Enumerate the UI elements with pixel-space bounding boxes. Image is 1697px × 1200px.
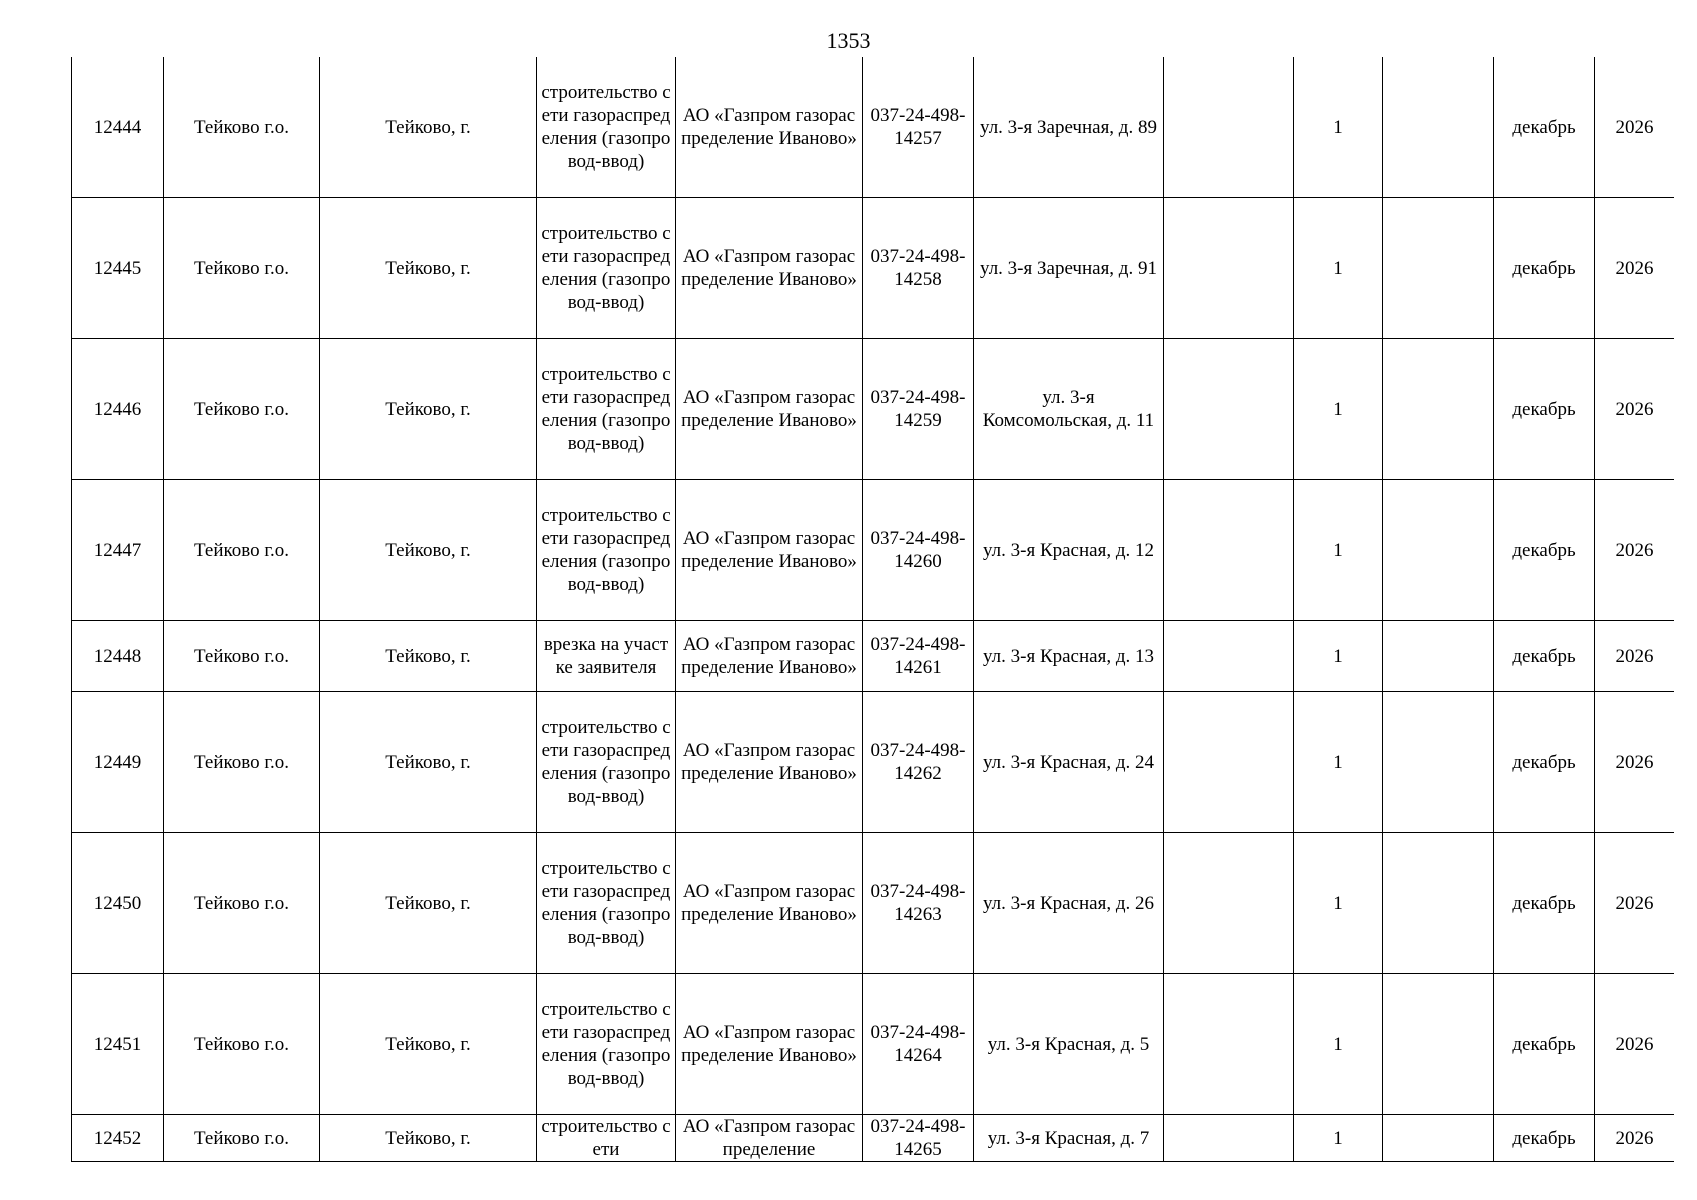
locality-cell: Тейково, г.: [320, 57, 537, 198]
locality-cell: Тейково, г.: [320, 480, 537, 621]
table-body: [72, 57, 1675, 1162]
row-number-cell: 12447: [72, 480, 164, 621]
registry-table: [71, 57, 1674, 1162]
work-type-cell: строительство сети газораспределения (газопровод-ввод): [537, 974, 676, 1115]
empty-cell: [1383, 833, 1494, 974]
empty-cell: [1383, 57, 1494, 198]
quantity-cell: 1: [1294, 339, 1383, 480]
row-number-cell: 12451: [72, 974, 164, 1115]
empty-cell: [1383, 339, 1494, 480]
month-cell: декабрь: [1494, 480, 1595, 621]
year-cell: 2026: [1595, 692, 1675, 833]
address-cell: ул. 3-я Заречная, д. 91: [974, 198, 1164, 339]
month-cell: декабрь: [1494, 339, 1595, 480]
quantity-cell: 1: [1294, 621, 1383, 692]
row-number-cell: 12448: [72, 621, 164, 692]
empty-cell: [1164, 57, 1294, 198]
empty-cell: [1164, 1115, 1294, 1162]
district-cell: Тейково г.о.: [164, 621, 320, 692]
empty-cell: [1164, 692, 1294, 833]
locality-cell: Тейково, г.: [320, 198, 537, 339]
table-row: [72, 1115, 1675, 1162]
year-cell: 2026: [1595, 198, 1675, 339]
year-cell: 2026: [1595, 1115, 1675, 1162]
work-type-cell: строительство сети газораспределения (газопровод-ввод): [537, 57, 676, 198]
work-type-cell: строительство сети: [537, 1115, 676, 1162]
row-number-cell: 12449: [72, 692, 164, 833]
locality-cell: Тейково, г.: [320, 621, 537, 692]
district-cell: Тейково г.о.: [164, 1115, 320, 1162]
empty-cell: [1383, 1115, 1494, 1162]
district-cell: Тейково г.о.: [164, 339, 320, 480]
district-cell: Тейково г.о.: [164, 833, 320, 974]
month-cell: декабрь: [1494, 692, 1595, 833]
organization-cell: АО «Газпром газораспределение Иваново»: [676, 833, 863, 974]
object-code-cell: 037-24-498-14263: [863, 833, 974, 974]
work-type-cell: строительство сети газораспределения (газопровод-ввод): [537, 198, 676, 339]
work-type-cell: врезка на участке заявителя: [537, 621, 676, 692]
row-number-cell: 12446: [72, 339, 164, 480]
work-type-cell: строительство сети газораспределения (газопровод-ввод): [537, 339, 676, 480]
empty-cell: [1164, 198, 1294, 339]
quantity-cell: 1: [1294, 57, 1383, 198]
address-cell: ул. 3-я Красная, д. 24: [974, 692, 1164, 833]
empty-cell: [1164, 480, 1294, 621]
work-type-cell: строительство сети газораспределения (газопровод-ввод): [537, 480, 676, 621]
district-cell: Тейково г.о.: [164, 692, 320, 833]
address-cell: ул. 3-я Комсомольская, д. 11: [974, 339, 1164, 480]
work-type-cell: строительство сети газораспределения (газопровод-ввод): [537, 692, 676, 833]
month-cell: декабрь: [1494, 621, 1595, 692]
month-cell: декабрь: [1494, 198, 1595, 339]
empty-cell: [1383, 198, 1494, 339]
year-cell: 2026: [1595, 621, 1675, 692]
organization-cell: АО «Газпром газораспределение Иваново»: [676, 692, 863, 833]
district-cell: Тейково г.о.: [164, 974, 320, 1115]
quantity-cell: 1: [1294, 480, 1383, 621]
locality-cell: Тейково, г.: [320, 692, 537, 833]
table-row: [72, 480, 1675, 621]
year-cell: 2026: [1595, 480, 1675, 621]
month-cell: декабрь: [1494, 1115, 1595, 1162]
locality-cell: Тейково, г.: [320, 1115, 537, 1162]
work-type-cell: строительство сети газораспределения (газопровод-ввод): [537, 833, 676, 974]
month-cell: декабрь: [1494, 974, 1595, 1115]
table-row: [72, 833, 1675, 974]
organization-cell: АО «Газпром газораспределение Иваново»: [676, 480, 863, 621]
organization-cell: АО «Газпром газораспределение: [676, 1115, 863, 1162]
object-code-cell: 037-24-498-14262: [863, 692, 974, 833]
table-row: [72, 57, 1675, 198]
empty-cell: [1383, 480, 1494, 621]
table-row: [72, 974, 1675, 1115]
object-code-cell: 037-24-498-14258: [863, 198, 974, 339]
empty-cell: [1164, 621, 1294, 692]
registry-table-wrapper: [71, 57, 1674, 1162]
year-cell: 2026: [1595, 833, 1675, 974]
locality-cell: Тейково, г.: [320, 974, 537, 1115]
object-code-cell: 037-24-498-14264: [863, 974, 974, 1115]
address-cell: ул. 3-я Красная, д. 7: [974, 1115, 1164, 1162]
month-cell: декабрь: [1494, 833, 1595, 974]
organization-cell: АО «Газпром газораспределение Иваново»: [676, 57, 863, 198]
address-cell: ул. 3-я Красная, д. 5: [974, 974, 1164, 1115]
empty-cell: [1383, 692, 1494, 833]
quantity-cell: 1: [1294, 198, 1383, 339]
page-number: 1353: [826, 28, 871, 53]
table-row: [72, 198, 1675, 339]
address-cell: ул. 3-я Красная, д. 26: [974, 833, 1164, 974]
object-code-cell: 037-24-498-14257: [863, 57, 974, 198]
quantity-cell: 1: [1294, 1115, 1383, 1162]
object-code-cell: 037-24-498-14260: [863, 480, 974, 621]
quantity-cell: 1: [1294, 692, 1383, 833]
quantity-cell: 1: [1294, 833, 1383, 974]
table-row: [72, 692, 1675, 833]
organization-cell: АО «Газпром газораспределение Иваново»: [676, 974, 863, 1115]
object-code-cell: 037-24-498-14261: [863, 621, 974, 692]
organization-cell: АО «Газпром газораспределение Иваново»: [676, 621, 863, 692]
empty-cell: [1164, 339, 1294, 480]
locality-cell: Тейково, г.: [320, 833, 537, 974]
address-cell: ул. 3-я Заречная, д. 89: [974, 57, 1164, 198]
empty-cell: [1164, 833, 1294, 974]
row-number-cell: 12445: [72, 198, 164, 339]
table-row: [72, 621, 1675, 692]
empty-cell: [1383, 974, 1494, 1115]
district-cell: Тейково г.о.: [164, 57, 320, 198]
month-cell: декабрь: [1494, 57, 1595, 198]
district-cell: Тейково г.о.: [164, 480, 320, 621]
district-cell: Тейково г.о.: [164, 198, 320, 339]
object-code-cell: 037-24-498-14265: [863, 1115, 974, 1162]
object-code-cell: 037-24-498-14259: [863, 339, 974, 480]
row-number-cell: 12452: [72, 1115, 164, 1162]
table-row: [72, 339, 1675, 480]
locality-cell: Тейково, г.: [320, 339, 537, 480]
organization-cell: АО «Газпром газораспределение Иваново»: [676, 198, 863, 339]
year-cell: 2026: [1595, 974, 1675, 1115]
year-cell: 2026: [1595, 339, 1675, 480]
address-cell: ул. 3-я Красная, д. 13: [974, 621, 1164, 692]
year-cell: 2026: [1595, 57, 1675, 198]
quantity-cell: 1: [1294, 974, 1383, 1115]
empty-cell: [1383, 621, 1494, 692]
organization-cell: АО «Газпром газораспределение Иваново»: [676, 339, 863, 480]
row-number-cell: 12450: [72, 833, 164, 974]
row-number-cell: 12444: [72, 57, 164, 198]
empty-cell: [1164, 974, 1294, 1115]
address-cell: ул. 3-я Красная, д. 12: [974, 480, 1164, 621]
